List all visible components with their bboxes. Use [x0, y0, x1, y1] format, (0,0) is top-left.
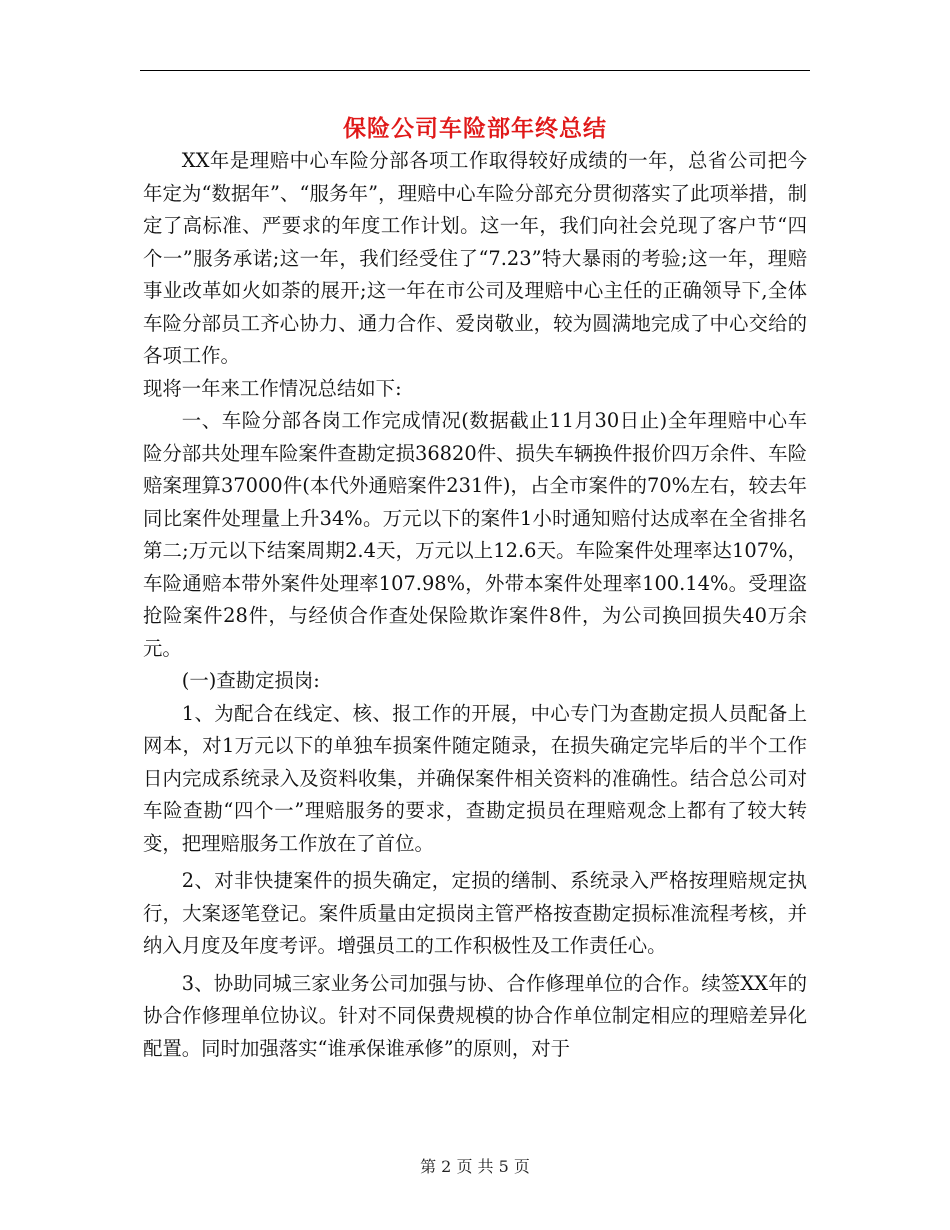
- paragraph-intro: XX年是理赔中心车险分部各项工作取得较好成绩的一年，总省公司把今年定为“数据年”、“服务年”，理赔中心车险分部充分贯彻落实了此项举措，制定了高标准、严要求的年度工作计划。这一年，我们向社会兑现了客户节“四个一”服务承诺;这一年，我们经受住了“7.23”特大暴雨的考验;这一年，理赔事业改革如火如荼的展开;这一年在市公司及理赔中心主任的正确领导下,全体车险分部员工齐心协力、通力合作、爱岗敬业，较为圆满地完成了中心交给的各项工作。: [143, 149, 807, 367]
- page-footer: 第 2 页 共 5 页: [420, 1157, 530, 1176]
- paragraph-item-2: 2、对非快捷案件的损失确定，定损的缮制、系统录入严格按理赔规定执行，大案逐笔登记。案件质量由定损岗主管严格按查勘定损标准流程考核，并纳入月度及年度考评。增强员工的工作积极性及工作责任心。: [143, 869, 807, 957]
- document-title: 保险公司车险部年终总结: [343, 116, 607, 142]
- paragraph-item-3: 3、协助同城三家业务公司加强与协、合作修理单位的合作。续签XX年的协合作修理单位协议。针对不同保费规模的协合作单位制定相应的理赔差异化配置。同时加强落实“谁承保谁承修”的原则，对于: [143, 971, 807, 1060]
- paragraph-summary-lead: 现将一年来工作情况总结如下:: [143, 376, 402, 400]
- paragraph-subheading-survey: (一)查勘定损岗:: [181, 669, 320, 692]
- paragraph-section-one: 一、车险分部各岗工作完成情况(数据截止11月30日止)全年理赔中心车险分部共处理车险案件查勘定损36820件、损失车辆换件报价四万余件、车险赔案理算37000件(本代外通赔案件231件)，占全市案件的70%左右，较去年同比案件处理量上升34%。万元以下的案件1小时通知赔付达成率在全省排名第二;万元以下结案周期2.4天，万元以上12.6天。车险案件处理率达107%，车险通赔本带外案件处理率107.98%，外带本案件处理率100.14%。受理盗抢险案件28件，与经侦合作查处保险欺诈案件8件，为公司换回损失40万余元。: [143, 409, 807, 660]
- document-body: [143, 145, 807, 1065]
- header-rule: [140, 70, 810, 71]
- paragraph-item-1: 1、为配合在线定、核、报工作的开展，中心专门为查勘定损人员配备上网本，对1万元以下的单独车损案件随定随录，在损失确定完毕后的半个工作日内完成系统录入及资料收集，并确保案件相关资料的准确性。结合总公司对车险查勘“四个一”理赔服务的要求，查勘定损员在理赔观念上都有了较大转变，把理赔服务工作放在了首位。: [143, 701, 807, 855]
